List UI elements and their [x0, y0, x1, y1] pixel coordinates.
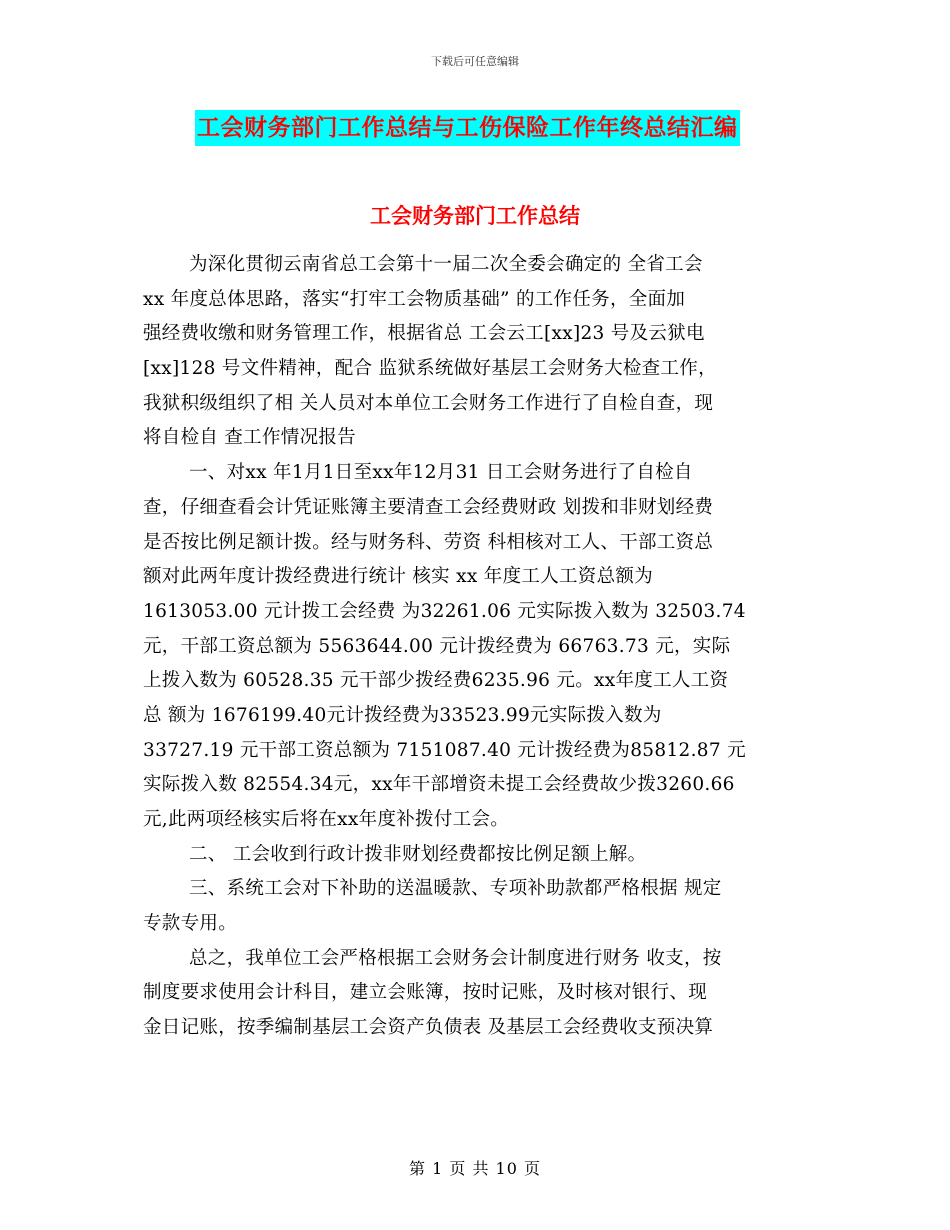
header-note: 下载后可任意编辑 — [431, 55, 519, 68]
paragraph-line: 是否按比例足额计拨。经与财务科、劳资 科相核对工人、干部工资总 — [143, 531, 714, 553]
paragraph-line: 33727.19 元干部工资总额为 7151087.40 元计拨经费为85812.87 元 — [143, 739, 746, 761]
paragraph-line: [xx]128 号文件精神，配合 监狱系统做好基层工会财务大检查工作， — [143, 358, 717, 380]
paragraph-line: 查，仔细查看会计凭证账簿主要清查工会经费财政 划拨和非财划经费 — [143, 496, 714, 518]
main-title: 工会财务部门工作总结与工伤保险工作年终总结汇编 — [197, 115, 738, 141]
paragraph-line: 1613053.00 元计拨工会经费 为32261.06 元实际拨入数为 32503.74 — [143, 600, 746, 622]
paragraph-line: 上拨入数为 60528.35 元干部少拨经费6235.96 元。xx年度工人工资 — [143, 670, 729, 692]
paragraph-line: 元,此两项经核实后将在xx年度补拨付工会。 — [143, 809, 510, 830]
paragraph-line: 为深化贯彻云南省总工会第十一届二次全委会确定的 全省工会 — [189, 254, 703, 275]
paragraph-line: 专款专用。 — [143, 913, 238, 935]
paragraph-line: 元，干部工资总额为 5563644.00 元计拨经费为 66763.73 元，实际 — [143, 635, 731, 657]
paragraph-line: 强经费收缴和财务管理工作，根据省总 工会云工[xx]23 号及云狱电 — [143, 323, 705, 345]
page-footer: 第 1 页 共 10 页 — [409, 1159, 541, 1178]
paragraph-line: 将自检自 查工作情况报告 — [143, 427, 356, 449]
paragraph-line: 额对此两年度计拨经费进行统计 核实 xx 年度工人工资总额为 — [143, 566, 654, 588]
paragraph-line: 总 额为 1676199.40元计拨经费为33523.99元实际拨入数为 — [143, 704, 662, 726]
paragraph-line: 二、 工会收到行政计拨非财划经费都按比例足额上解。 — [189, 843, 647, 865]
document-body — [143, 248, 808, 1046]
paragraph-line: 一、对xx 年1月1日至xx年12月31 日工会财务进行了自检自 — [189, 462, 693, 484]
paragraph-line: 三、系统工会对下补助的送温暖款、专项补助款都严格根据 规定 — [189, 878, 722, 900]
section-title: 工会财务部门工作总结 — [370, 204, 580, 228]
paragraph-line: 实际拨入数 82554.34元，xx年干部增资未提工会经费故少拨3260.66 — [143, 774, 735, 796]
paragraph-line: xx 年度总体思路，落实“打牢工会物质基础” 的工作任务，全面加 — [143, 288, 686, 310]
main-title-highlight — [195, 110, 740, 146]
paragraph-line: 制度要求使用会计科目，建立会账簿，按时记账，及时核对银行、现 — [143, 982, 708, 1004]
paragraph-line: 我狱积级组织了相 关人员对本单位工会财务工作进行了自检自查，现 — [143, 392, 714, 414]
paragraph-line: 总之，我单位工会严格根据工会财务会计制度进行财务 收支，按 — [189, 947, 722, 969]
paragraph-line: 金日记账，按季编制基层工会资产负债表 及基层工会经费收支预决算 — [143, 1017, 714, 1039]
